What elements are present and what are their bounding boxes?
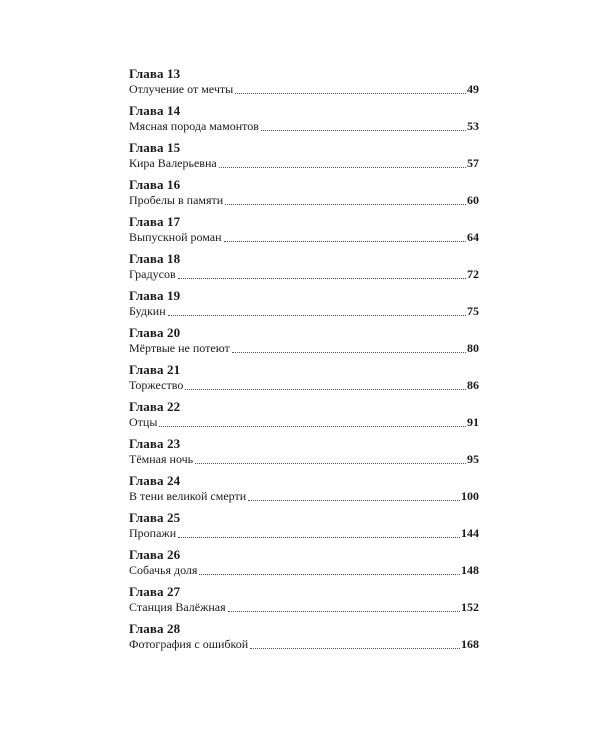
toc-line bbox=[129, 304, 479, 319]
chapter-number: Глава 16 bbox=[129, 177, 181, 192]
chapter-title: Тёмная ночь bbox=[129, 452, 194, 466]
toc-entry bbox=[129, 288, 479, 325]
chapter-number: Глава 26 bbox=[129, 547, 181, 562]
page-number: 91 bbox=[467, 415, 479, 429]
toc-entry bbox=[129, 251, 479, 288]
dot-leader bbox=[178, 278, 466, 279]
chapter-title: Градусов bbox=[129, 267, 176, 281]
toc-entry bbox=[129, 510, 479, 547]
chapter-number: Глава 20 bbox=[129, 325, 181, 340]
page-number: 95 bbox=[467, 452, 479, 466]
chapter-title: Станция Валёжная bbox=[129, 600, 226, 614]
toc-entry bbox=[129, 621, 479, 658]
chapter-title: Кира Валерьевна bbox=[129, 156, 217, 170]
chapter-number: Глава 27 bbox=[129, 584, 181, 599]
dot-leader bbox=[261, 130, 466, 131]
toc-entry bbox=[129, 399, 479, 436]
chapter-number: Глава 14 bbox=[129, 103, 181, 118]
dot-leader bbox=[159, 426, 466, 427]
toc-line bbox=[129, 637, 479, 652]
toc-entry bbox=[129, 325, 479, 362]
dot-leader bbox=[250, 648, 460, 649]
page-number: 75 bbox=[467, 304, 479, 318]
toc-line bbox=[129, 230, 479, 245]
page-number: 72 bbox=[467, 267, 479, 281]
page-number: 57 bbox=[467, 156, 479, 170]
dot-leader bbox=[228, 611, 460, 612]
toc-entry bbox=[129, 436, 479, 473]
page-number: 80 bbox=[467, 341, 479, 355]
chapter-number: Глава 18 bbox=[129, 251, 181, 266]
dot-leader bbox=[168, 315, 466, 316]
toc-line bbox=[129, 119, 479, 134]
toc-entry bbox=[129, 547, 479, 584]
toc-line bbox=[129, 378, 479, 393]
chapter-title: В тени великой смерти bbox=[129, 489, 247, 503]
dot-leader bbox=[224, 241, 466, 242]
toc-entry bbox=[129, 103, 479, 140]
dot-leader bbox=[232, 352, 466, 353]
chapter-number: Глава 21 bbox=[129, 362, 181, 377]
page-number: 100 bbox=[461, 489, 479, 503]
chapter-title: Выпускной роман bbox=[129, 230, 222, 244]
toc-entry bbox=[129, 584, 479, 621]
chapter-title: Пробелы в памяти bbox=[129, 193, 224, 207]
dot-leader bbox=[235, 93, 466, 94]
page-number: 152 bbox=[461, 600, 479, 614]
dot-leader bbox=[185, 389, 466, 390]
chapter-title: Мёртвые не потеют bbox=[129, 341, 230, 355]
toc-line bbox=[129, 193, 479, 208]
dot-leader bbox=[195, 463, 466, 464]
chapter-title: Торжество bbox=[129, 378, 184, 392]
chapter-title: Пропажи bbox=[129, 526, 177, 540]
chapter-title: Собачья доля bbox=[129, 563, 198, 577]
toc-entry bbox=[129, 177, 479, 214]
dot-leader bbox=[219, 167, 466, 168]
chapter-number: Глава 28 bbox=[129, 621, 181, 636]
chapter-number: Глава 24 bbox=[129, 473, 181, 488]
chapter-number: Глава 23 bbox=[129, 436, 181, 451]
page-number: 64 bbox=[467, 230, 479, 244]
dot-leader bbox=[178, 537, 460, 538]
toc-entry bbox=[129, 362, 479, 399]
table-of-contents bbox=[129, 66, 479, 658]
chapter-title: Фотография с ошибкой bbox=[129, 637, 249, 651]
chapter-number: Глава 25 bbox=[129, 510, 181, 525]
chapter-title: Отлучение от мечты bbox=[129, 82, 234, 96]
page-number: 148 bbox=[461, 563, 479, 577]
toc-entry bbox=[129, 214, 479, 251]
dot-leader bbox=[225, 204, 466, 205]
toc-line bbox=[129, 82, 479, 97]
toc-line bbox=[129, 563, 479, 578]
chapter-number: Глава 13 bbox=[129, 66, 181, 81]
toc-line bbox=[129, 526, 479, 541]
chapter-number: Глава 17 bbox=[129, 214, 181, 229]
chapter-title: Будкин bbox=[129, 304, 166, 318]
toc-entry bbox=[129, 66, 479, 103]
chapter-number: Глава 22 bbox=[129, 399, 181, 414]
page-number: 144 bbox=[461, 526, 479, 540]
page-number: 49 bbox=[467, 82, 479, 96]
chapter-title: Мясная порода мамонтов bbox=[129, 119, 259, 133]
chapter-number: Глава 19 bbox=[129, 288, 181, 303]
dot-leader bbox=[199, 574, 460, 575]
toc-line bbox=[129, 600, 479, 615]
page-number: 86 bbox=[467, 378, 479, 392]
toc-line bbox=[129, 267, 479, 282]
toc-line bbox=[129, 452, 479, 467]
page-number: 53 bbox=[467, 119, 479, 133]
chapter-title: Отцы bbox=[129, 415, 158, 429]
toc-line bbox=[129, 156, 479, 171]
toc-entry bbox=[129, 140, 479, 177]
toc-entry bbox=[129, 473, 479, 510]
dot-leader bbox=[248, 500, 460, 501]
toc-line bbox=[129, 489, 479, 504]
page-number: 168 bbox=[461, 637, 479, 651]
toc-line bbox=[129, 415, 479, 430]
toc-line bbox=[129, 341, 479, 356]
page-number: 60 bbox=[467, 193, 479, 207]
chapter-number: Глава 15 bbox=[129, 140, 181, 155]
